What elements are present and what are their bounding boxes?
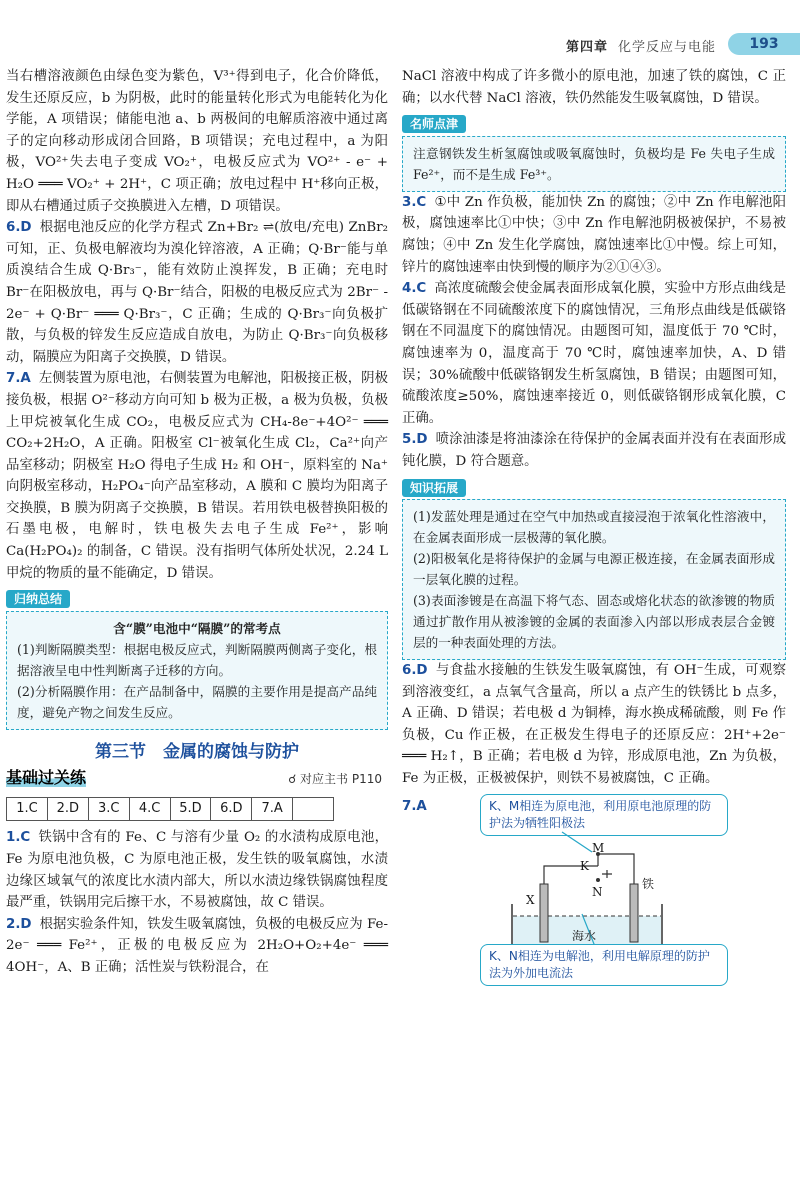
answer-letter: D (20, 916, 32, 932)
intro-paragraph: 当右槽溶液颜色由绿色变为紫色，V³⁺得到电子，化合价降低，发生还原反应，b 为阴极，此时的能量转化形式为电能转化为化学能，A 项错误；储能电池 a、b 两极间的电解质溶液中通过离子的定向移动形成闭合回路，B 项错误；充电过程中，a 为阳极，VO²⁺失去电子变成 VO₂⁺，电极反应式为 VO²⁺ - e⁻ + H₂O ═══ VO₂⁺ + 2H⁺，C 项正确；放电过程中 H⁺移向正极，即从右槽通过质子交换膜进入左槽，D 项错误。 (6, 69, 388, 214)
basic-question-2 (6, 914, 388, 979)
question-number: 6. (6, 220, 21, 236)
continued-paragraph: NaCl 溶液中构成了许多微小的原电池，加速了铁的腐蚀，C 正确；以水代替 NaCl 溶液，铁仍然能发生吸氧腐蚀，D 错误。 (402, 69, 786, 106)
right-column (402, 66, 786, 984)
question-explanation: 根据电池反应的化学方程式 Zn+Br₂ ⇌(放电/充电) ZnBr₂ 可知，正、负极电解液均为溴化锌溶液，A 正确；Q·Br⁻能与单质溴结合生成 Q·Br₃⁻，能有效防止溴挥发，B 正确；充电时 Br⁻在阳极放电，再与 Q·Br⁻结合，阳极的电极反应式为 2Br⁻ - 2e⁻ + Q·Br⁻ ═══ Q·Br₃⁻，C 正确；生成的 Q·Br₃⁻向负极扩散，与负极的锌发生反应造成自放电，为防止 Q·Br₃⁻向负极移动，隔膜应为阳离子交换膜，D 错误。 (6, 220, 388, 365)
page-number: 193 (728, 33, 800, 55)
summary-point-2: (2)分析隔膜作用：在产品制备中，隔膜的主要作用是提高产品纯度，避免产物之间发生反应。 (17, 683, 377, 720)
label-k: K (580, 858, 589, 873)
search-icon: ☌ (288, 772, 297, 787)
question-explanation: 左侧装置为原电池，右侧装置为电解池，阳极接正极，阴极接负极，根据 O²⁻移动方向可知 b 极为正极，a 极为负极，负极上甲烷被氧化生成 CO₂，电极反应式为 CH₄-8e⁻+4O²⁻ ═══ CO₂+2H₂O，A 正确。阳极室 Cl⁻被氧化生成 Cl₂，Ca²⁺向产品室移动；阴极室 H₂O 得电子生成 H₂ 和 OH⁻，原料室的 Na⁺向阴极室移动，H₂PO₄⁻向产品室移动，A 膜和 C 膜均为阳离子交换膜，B 膜为阴离子交换膜，B 错误。若用铁电极替换阳极的石墨电极，电解时，铁电极失去电子生成 Fe²⁺，影响 Ca(H₂PO₄)₂ 的制备，C 错误。没有指明气体所处状况，2.24 L 甲烷的物质的量不能确定，D 错误。 (6, 371, 388, 581)
question-explanation: 根据实验条件知，铁发生吸氧腐蚀，负极的电极反应为 Fe-2e⁻ ═══ Fe²⁺，正极的电极反应为 2H₂O+O₂+4e⁻ ═══ 4OH⁻，A、B 正确；活性炭与铁粉混合，在 (6, 916, 388, 975)
label-iron: 铁 (642, 876, 655, 891)
question-5 (402, 429, 786, 472)
note-sacrificial-anode: K、M相连为原电池，利用原电池原理的防护法为牺牲阳极法 (480, 794, 728, 836)
summary-point-1: (1)判断隔膜类型：根据电极反应式，判断隔膜两侧离子变化，根据溶液呈电中性判断离子迁移的方向。 (17, 641, 377, 678)
answer-key-cell: 4.C (130, 798, 171, 820)
question-explanation: ①中 Zn 作负极，能加快 Zn 的腐蚀；②中 Zn 作电解池阳极，腐蚀速率比①中快；③中 Zn 作电解池阴极被保护，不易被腐蚀；④中 Zn 发生化学腐蚀，腐蚀速率比①中慢。综上可知，锌片的腐蚀速率由快到慢的顺序为②①④③。 (402, 194, 786, 275)
wire-x (544, 866, 598, 884)
iron-electrode (630, 884, 638, 942)
question-7 (6, 368, 388, 584)
note-impressed-current: K、N相连为电解池，利用电解原理的防护法为外加电流法 (480, 944, 728, 986)
extension-tag: 知识拓展 (402, 479, 466, 497)
label-seawater: 海水 (572, 928, 597, 943)
note-pointer-line (562, 832, 592, 852)
basic-practice-title: 基础过关练 (6, 768, 87, 788)
answer-letter: C (20, 830, 31, 846)
question-number: 2. (6, 916, 21, 932)
extension-box (402, 499, 786, 660)
question-6 (6, 217, 388, 368)
left-column (6, 66, 388, 979)
question-4 (402, 278, 786, 429)
answer-key-cell: 1.C (7, 798, 48, 820)
chapter-number: 第四章 (565, 40, 608, 55)
tip-tag: 名师点津 (402, 115, 466, 133)
answer-key-table (6, 797, 334, 821)
answer-letter: C (416, 194, 427, 210)
tip-box (402, 136, 786, 192)
answer-key-cell-empty (293, 798, 333, 820)
question-number: 1. (6, 830, 21, 846)
answer-letter: D (416, 663, 428, 679)
answer-key-cell: 6.D (211, 798, 252, 820)
page-header (0, 30, 800, 56)
question-number: 7. (6, 371, 21, 387)
reference-label (288, 769, 382, 791)
tip-text: 注意钢铁发生析氢腐蚀或吸氧腐蚀时，负极均是 Fe 失电子生成 Fe²⁺，而不是生成 Fe³⁺。 (413, 145, 775, 182)
question-number: 6. (402, 663, 417, 679)
battery-symbol (602, 870, 612, 878)
chapter-title: 化学反应与电能 (617, 40, 716, 55)
question-number: 5. (402, 432, 417, 448)
extension-point-1: (1)发蓝处理是通过在空气中加热或直接浸泡于浓氧化性溶液中，在金属表面形成一层极薄的氧化膜。 (413, 509, 775, 546)
question-explanation: 与食盐水接触的生铁发生吸氧腐蚀，有 OH⁻生成，可观察到溶液变红，a 点氧气含量高，所以 a 点产生的铁锈比 b 点多，A 正确、D 错误；若电极 d 为铜棒，海水换成稀硫酸，则 Fe 作负极，Cu 作正极，在正极发生得电子的还原反应：2H⁺+2e⁻ ═══ H₂↑，B 正确；若电极 d 为锌，形成原电池，Zn 为负极，Fe 为正极，正极被保护，则铁不易被腐蚀，C 正确。 (402, 663, 786, 787)
label-m: M (592, 840, 605, 855)
answer-key-cell: 7.A (252, 798, 293, 820)
label-x: X (526, 892, 535, 907)
question-explanation: 喷涂油漆是将油漆涂在待保护的金属表面并没有在表面形成钝化膜，D 符合题意。 (402, 432, 786, 469)
answer-letter: C (416, 281, 427, 297)
answer-letter: A (416, 798, 427, 814)
extension-point-3: (3)表面渗镀是在高温下将气态、固态或熔化状态的欲渗镀的物质通过扩散作用从被渗镀的金属的表面渗入内部以形成表层合金镀层的一种表面处理的方法。 (413, 593, 775, 651)
answer-letter: A (20, 371, 31, 387)
question-number: 7. (402, 798, 417, 814)
extension-point-2: (2)阳极氧化是将待保护的金属与电源正极连接，在金属表面形成一层氧化膜的过程。 (413, 551, 775, 588)
question-explanation: 铁锅中含有的 Fe、C 与溶有少量 O₂ 的水渍构成原电池，Fe 为原电池负极，C 为原电池正极，发生铁的吸氧腐蚀，水渍边缘区域氧气的浓度比水渍内部大，所以水渍边缘铁锅腐蚀程度最严重，铁锅用完后擦干水，不易被腐蚀，故 C 错误。 (6, 830, 388, 911)
protection-diagram (402, 794, 786, 984)
section-title: 第三节 金属的腐蚀与防护 (95, 741, 299, 762)
reference-text: 对应主书 P110 (300, 772, 382, 787)
basic-question-1 (6, 827, 388, 913)
question-6-right (402, 660, 786, 790)
summary-box (6, 611, 388, 730)
label-n: N (592, 884, 603, 899)
answer-letter: D (20, 220, 32, 236)
answer-key-cell: 3.C (89, 798, 130, 820)
answer-letter: D (416, 432, 428, 448)
answer-key-cell: 2.D (48, 798, 89, 820)
chapter-heading (566, 36, 716, 55)
question-3 (402, 192, 786, 278)
question-number: 3. (402, 194, 417, 210)
x-electrode (540, 884, 548, 942)
question-number: 4. (402, 281, 417, 297)
answer-key-cell: 5.D (171, 798, 212, 820)
summary-title: 含“膜”电池中“隔膜”的常考点 (113, 620, 281, 636)
summary-tag: 归纳总结 (6, 590, 70, 608)
basic-practice-header (6, 767, 388, 793)
question-explanation: 高浓度硫酸会使金属表面形成氧化膜，实验中方形点曲线是低碳铬钢在不同硫酸浓度下的腐蚀情况，三角形点曲线是低碳铬钢在不同温度下的腐蚀情况。由题图可知，温度低于 70 ℃时，腐蚀速率为 0，温度高于 70 ℃时，腐蚀速率加快，A、D 错误；30%硫酸中低碳铬钢发生析氢腐蚀，B 错误；由题图可知，硫酸浓度≥50%，腐蚀速率接近 0，则低碳铬钢形成氧化膜，C 正确。 (402, 281, 786, 426)
